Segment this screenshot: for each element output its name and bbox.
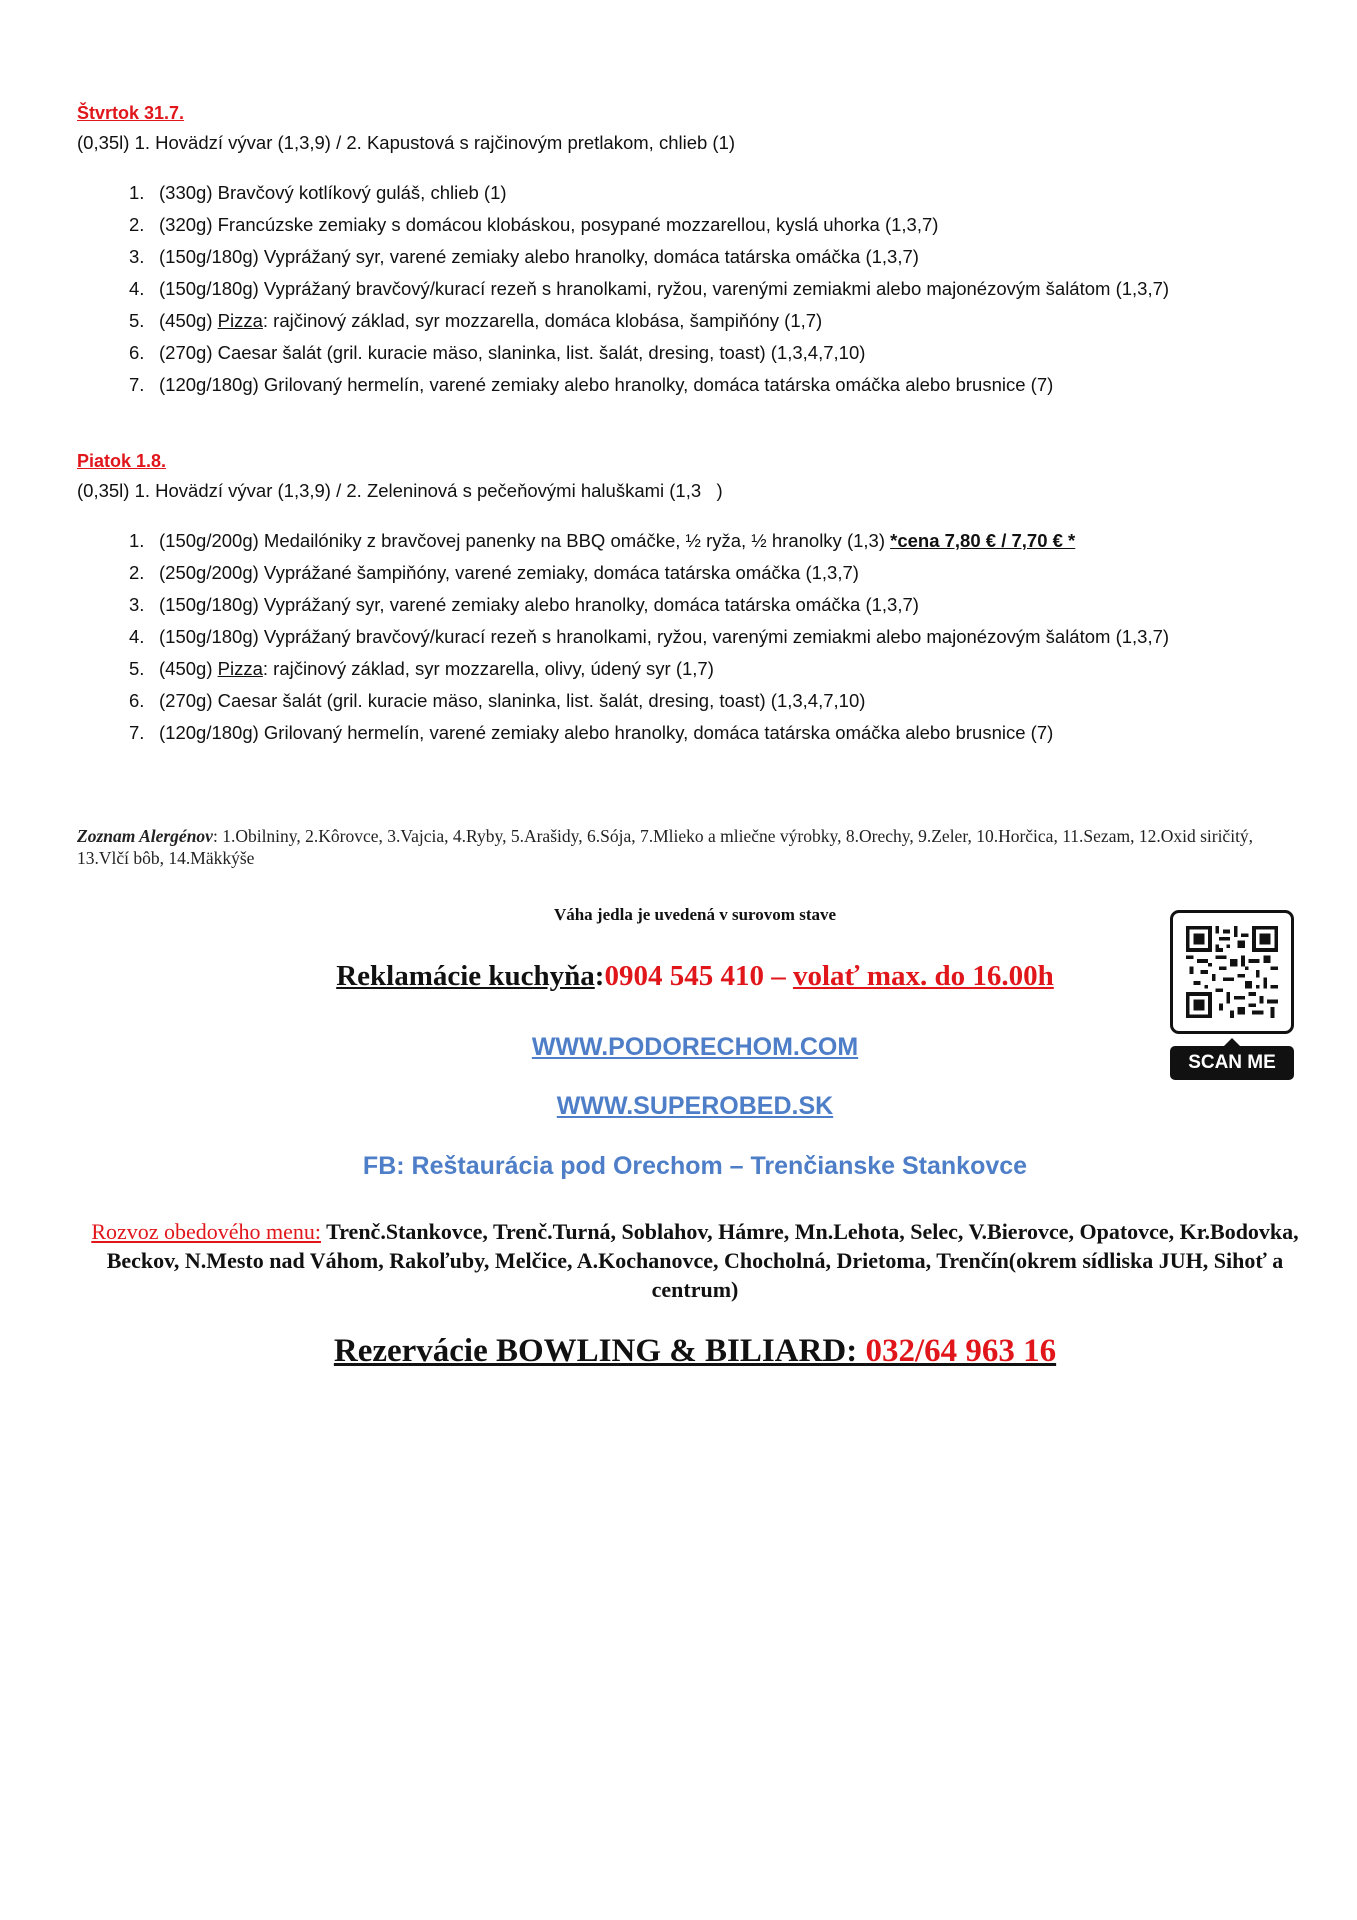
complaints-dash: – [763, 960, 793, 992]
pizza-label: Pizza [217, 310, 263, 331]
allergen-list [77, 825, 1257, 869]
item-number: 5. [129, 658, 145, 679]
item-text: (270g) Caesar šalát (gril. kuracie mäso, slaninka, list. šalát, dresing, toast) (1,3,4,7,10) [159, 690, 866, 711]
menu-list [77, 525, 1327, 749]
website-link-podorechom[interactable]: WWW.PODORECHOM.COM [531, 1033, 859, 1061]
item-text: (150g/200g) Medailóniky z bravčovej panenky na BBQ omáčke, ½ ryža, ½ hranolky (1,3) [159, 530, 891, 551]
menu-item [77, 209, 1327, 241]
item-number: 7. [129, 374, 145, 395]
allergen-text: : 1.Obilniny, 2.Kôrovce, 3.Vajcia, 4.Ryby, 5.Arašidy, 6.Sója, 7.Mlieko a mliečne výrobky, 8.Orechy, 9.Zeler, 10.Horčica, 11.Sezam, 12.Oxid siričitý, 13.Vlčí bôb, 14.Mäkkýše [77, 826, 1254, 868]
item-text: (150g/180g) Vyprážaný bravčový/kurací rezeň s hranolkami, ryžou, varenými zemiakmi alebo majonézovým šalátom (1,3,7) [159, 278, 1170, 299]
pizza-label: Pizza [217, 658, 263, 679]
menu-item [77, 177, 1327, 209]
scan-me-label: SCAN ME [1170, 1046, 1294, 1080]
menu-item [77, 337, 1327, 369]
item-number: 2. [129, 214, 145, 235]
day-title: Piatok 1.8. [77, 451, 167, 471]
menu-item [77, 525, 1327, 557]
price-note: *cena 7,80 € / 7,70 € * [890, 530, 1076, 551]
complaints-note: volať max. do 16.00h [792, 960, 1054, 992]
item-text: (330g) Bravčový kotlíkový guláš, chlieb (1) [159, 182, 507, 203]
item-number: 1. [129, 530, 145, 551]
item-text: (150g/180g) Vyprážaný syr, varené zemiaky alebo hranolky, domáca tatárska omáčka (1,3,7) [159, 594, 919, 615]
item-text: (270g) Caesar šalát (gril. kuracie mäso, slaninka, list. šalát, dresing, toast) (1,3,4,7,10) [159, 342, 866, 363]
item-weight: (450g) [159, 658, 218, 679]
weight-note: Váha jedla je uvedená v surovom stave [553, 905, 837, 924]
website-link-superobed[interactable]: WWW.SUPEROBED.SK [556, 1092, 834, 1120]
complaints-phone[interactable]: 0904 545 410 [604, 960, 764, 992]
day-section-friday [77, 449, 1327, 749]
item-number: 3. [129, 594, 145, 615]
item-text: (150g/180g) Vyprážaný syr, varené zemiaky alebo hranolky, domáca tatárska omáčka (1,3,7) [159, 246, 919, 267]
item-number: 7. [129, 722, 145, 743]
menu-item [77, 653, 1327, 685]
complaints-label: Reklamácie kuchyňa [336, 960, 595, 992]
day-title: Štvrtok 31.7. [77, 103, 185, 123]
item-number: 5. [129, 310, 145, 331]
item-number: 1. [129, 182, 145, 203]
qr-code-block[interactable] [1170, 910, 1294, 1080]
menu-item [77, 557, 1327, 589]
delivery-text: Trenč.Stankovce, Trenč.Turná, Soblahov, Hámre, Mn.Lehota, Selec, V.Bierovce, Opatovce, Kr.Bodovka, Beckov, N.Mesto nad Váhom, Rakoľuby, Melčice, A.Kochanovce, Chocholná, Drietoma, Trenčín(okrem sídliska JUH, Sihoť a centrum) [106, 1219, 1299, 1302]
menu-item [77, 589, 1327, 621]
menu-item [77, 685, 1327, 717]
menu-list [77, 177, 1327, 401]
menu-item [77, 717, 1327, 749]
day-section-thursday [77, 101, 1327, 401]
item-number: 6. [129, 342, 145, 363]
item-number: 6. [129, 690, 145, 711]
qr-code-icon [1186, 926, 1278, 1018]
item-weight: (450g) [159, 310, 218, 331]
item-text: (320g) Francúzske zemiaky s domácou klobáskou, posypané mozzarellou, kyslá uhorka (1,3,7) [159, 214, 939, 235]
soup-line: (0,35l) 1. Hovädzí vývar (1,3,9) / 2. Kapustová s rajčinovým pretlakom, chlieb (1) [77, 132, 736, 153]
bowling-phone[interactable]: 032/64 963 16 [865, 1333, 1057, 1369]
menu-item [77, 273, 1327, 305]
menu-item [77, 241, 1327, 273]
soup-line: (0,35l) 1. Hovädzí vývar (1,3,9) / 2. Zeleninová s pečeňovými haluškami (1,3 ) [77, 480, 723, 501]
allergen-label: Zoznam Alergénov [77, 826, 213, 846]
item-number: 3. [129, 246, 145, 267]
menu-item [77, 305, 1327, 337]
item-number: 4. [129, 278, 145, 299]
item-text: : rajčinový základ, syr mozzarella, olivy, údený syr (1,7) [262, 658, 714, 679]
item-text: (150g/180g) Vyprážaný bravčový/kurací rezeň s hranolkami, ryžou, varenými zemiakmi alebo majonézovým šalátom (1,3,7) [159, 626, 1170, 647]
facebook-link[interactable]: FB: Reštaurácia pod Orechom – Trenčianske Stankovce [362, 1152, 1028, 1180]
item-text: (120g/180g) Grilovaný hermelín, varené zemiaky alebo hranolky, domáca tatárska omáčka alebo brusnice (7) [159, 374, 1054, 395]
bowling-label: Rezervácie BOWLING & BILIARD: [333, 1333, 866, 1369]
menu-item [77, 621, 1327, 653]
item-text: : rajčinový základ, syr mozzarella, domáca klobása, šampiňóny (1,7) [262, 310, 823, 331]
menu-item [77, 369, 1327, 401]
delivery-areas [80, 1217, 1310, 1304]
bowling-reservation [0, 1333, 1357, 1370]
complaints-line [0, 960, 1357, 993]
complaints-colon: : [594, 960, 605, 992]
item-text: (120g/180g) Grilovaný hermelín, varené zemiaky alebo hranolky, domáca tatárska omáčka alebo brusnice (7) [159, 722, 1054, 743]
item-number: 4. [129, 626, 145, 647]
item-number: 2. [129, 562, 145, 583]
delivery-label: Rozvoz obedového menu: [91, 1219, 322, 1244]
item-text: (250g/200g) Vyprážané šampiňóny, varené zemiaky, domáca tatárska omáčka (1,3,7) [159, 562, 859, 583]
